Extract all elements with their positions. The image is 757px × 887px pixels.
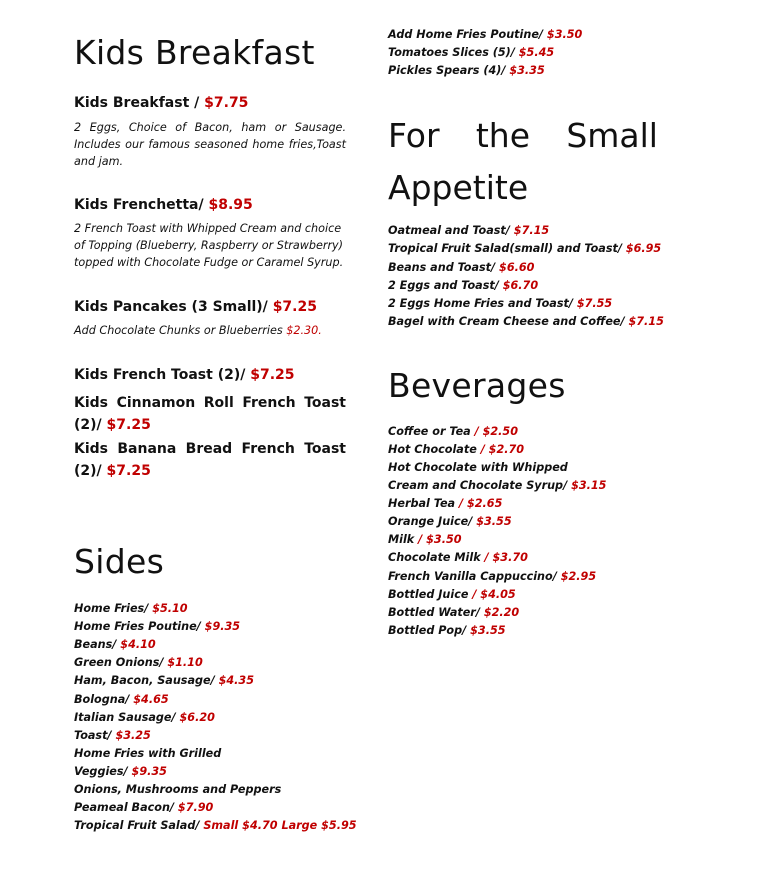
list-item: Green Onions/ $1.10 [74,656,203,669]
list-item: Add Home Fries Poutine/ $3.50 [388,28,583,41]
list-item: Herbal Tea / $2.65 [388,497,503,510]
item-price: $7.25 [106,463,151,479]
list-item: Oatmeal and Toast/ $7.15 [388,224,550,237]
list-item: French Vanilla Cappuccino/ $2.95 [388,570,597,583]
list-item: Italian Sausage/ $6.20 [74,711,215,724]
list-item: Orange Juice/ $3.55 [388,515,512,528]
list-item: Bottled Pop/ $3.55 [388,624,506,637]
item-price: $7.25 [272,299,317,315]
list-item: Tomatoes Slices (5)/ $5.45 [388,46,555,59]
item-description: 2 French Toast with Whipped Cream and choice of Topping (Blueberry, Raspberry or Strawberry) topped with Chocolate Fudge or Caramel Syrup. [74,222,344,269]
list-item: Veggies/ $9.35 [74,765,167,778]
list-item: Home Fries Poutine/ $9.35 [74,620,241,633]
list-item: Toast/ $3.25 [74,729,151,742]
list-item: Onions, Mushrooms and Peppers [74,783,282,796]
list-item: Peameal Bacon/ $7.90 [74,801,214,814]
list-item: Bagel with Cream Cheese and Coffee/ $7.15 [388,315,664,328]
item-description [74,322,346,339]
item-addon-price: $2.30. [286,324,322,337]
menu-item [74,367,346,383]
list-item: 2 Eggs and Toast/ $6.70 [388,279,539,292]
item-description: 2 Eggs, Choice of Bacon, ham or Sausage. Includes our famous seasoned home fries,Toast and jam. [74,121,346,168]
list-item: Beans/ $4.10 [74,638,156,651]
item-name-line-2: (2)/ $7.25 [74,417,151,433]
list-item: 2 Eggs Home Fries and Toast/ $7.55 [388,297,613,310]
beverages-heading: Beverages [388,366,566,405]
menu-item [74,95,346,111]
list-item: Chocolate Milk / $3.70 [388,551,528,564]
item-description-text: Add Chocolate Chunks or Blueberries [74,324,283,337]
list-item: Cream and Chocolate Syrup/ $3.15 [388,479,607,492]
list-item: Tropical Fruit Salad(small) and Toast/ $6.95 [388,242,662,255]
item-name-line-2: (2)/ $7.25 [74,463,151,479]
item-name: Kids Frenchetta/ [74,197,204,213]
item-name-line: Kids Banana Bread French Toast [74,441,346,457]
item-price: $7.25 [250,367,295,383]
list-item: Bottled Juice / $4.05 [388,588,516,601]
item-name: Kids Breakfast / [74,95,200,111]
sides-heading: Sides [74,542,165,581]
list-item: Coffee or Tea / $2.50 [388,425,518,438]
item-price: $7.75 [204,95,249,111]
list-item: Beans and Toast/ $6.60 [388,261,535,274]
item-name: Kids Pancakes (3 Small)/ [74,299,268,315]
list-item: Bottled Water/ $2.20 [388,606,520,619]
menu-item [74,299,346,315]
item-price: $7.25 [106,417,151,433]
list-item: Ham, Bacon, Sausage/ $4.35 [74,674,254,687]
list-item: Milk / $3.50 [388,533,462,546]
item-price: $8.95 [208,197,253,213]
item-name-line: Kids Cinnamon Roll French Toast [74,395,346,411]
kids-breakfast-heading: Kids Breakfast [74,33,315,72]
item-name: Kids French Toast (2)/ [74,367,246,383]
list-item: Home Fries with Grilled [74,747,222,760]
list-item: Hot Chocolate / $2.70 [388,443,525,456]
small-appetite-heading: For the Small Appetite [388,116,658,207]
menu-item [74,438,346,482]
menu-item [74,392,346,436]
list-item: Home Fries/ $5.10 [74,602,188,615]
list-item: Tropical Fruit Salad/ Small $4.70 Large $5.95 [74,819,357,832]
list-item: Hot Chocolate with Whipped [388,461,568,474]
menu-item [74,197,346,213]
list-item: Pickles Spears (4)/ $3.35 [388,64,545,77]
list-item: Bologna/ $4.65 [74,693,169,706]
